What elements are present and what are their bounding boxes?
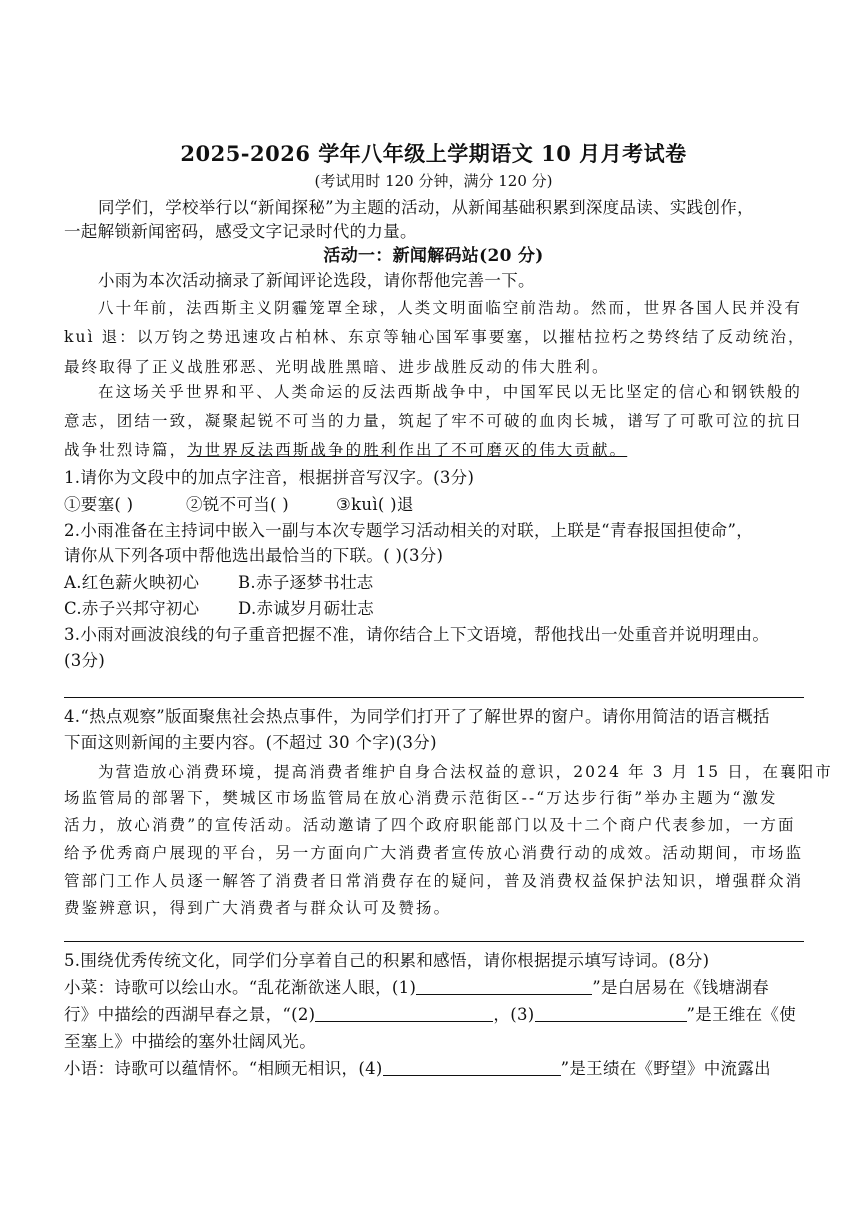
passage-line-5: 意志，团结一致，凝聚起锐不可当的力量，筑起了牢不可破的血肉长城，谱写了可歌可泣的抗日	[64, 412, 804, 430]
q5-line4-text-b: ”是王绩在《野望》中流露出	[560, 1059, 771, 1078]
q1-item-3: ③kuì( )退	[336, 495, 414, 514]
q5-line2-text-a: 行》中描绘的西湖早春之景，“(2)	[64, 1005, 316, 1024]
activity1-heading: 活动一：新闻解码站(20 分)	[323, 246, 544, 266]
question-5-line-4	[64, 1058, 804, 1080]
q5-line1-text-a: 小菜：诗歌可以绘山水。“乱花渐欲迷人眼，(1)	[64, 978, 417, 997]
q5-line4-text-a: 小语：诗歌可以蕴情怀。“相顾无相识，(4)	[64, 1059, 383, 1078]
question-2-line-1: 2.小雨准备在主持词中嵌入一副与本次专题学习活动相关的对联，上联是“青春报国担使命”，	[64, 521, 754, 540]
question-5-line-2	[64, 1004, 804, 1026]
intro-line-1: 同学们，学校举行以“新闻探秘”为主题的活动，从新闻基础积累到深度品读、实践创作，	[98, 198, 754, 217]
news-line-1: 为营造放心消费环境，提高消费者维护自身合法权益的意识，2024 年 3 月 15 日，在襄阳市	[98, 763, 833, 781]
blank-1[interactable]	[416, 980, 592, 995]
activity1-lead: 小雨为本次活动摘录了新闻评论选段，请你帮他完善一下。	[98, 271, 535, 290]
news-line-2: 场监管局的部署下，樊城区市场监管局在放心消费示范街区--“万达步行街”举办主题为“激发	[64, 789, 778, 807]
question-3-line-1: 3.小雨对画波浪线的句子重音把握不准，请你结合上下文语境，帮他找出一处重音并说明理由。	[64, 625, 770, 644]
q2-option-c: C.赤子兴邦守初心	[64, 599, 200, 618]
q1-item-1: ①要塞( )	[64, 495, 134, 514]
wavy-underlined-sentence: 为世界反法西斯战争的胜利作出了不可磨灭的伟大贡献。	[187, 441, 628, 459]
passage-line-3: 最终取得了正义战胜邪恶、光明战胜黑暗、进步战胜反动的伟大胜利。	[64, 358, 610, 376]
question-4-line-1: 4.“热点观察”版面聚焦社会热点事件，为同学们打开了了解世界的窗户。请你用简洁的语言概括	[64, 707, 770, 726]
q2-option-a: A.红色薪火映初心	[64, 573, 200, 592]
passage-line-1: 八十年前，法西斯主义阴霾笼罩全球，人类文明面临空前浩劫。然而，世界各国人民并没有	[98, 299, 803, 317]
intro-line-2: 一起解锁新闻密码，感受文字记录时代的力量。	[64, 222, 417, 241]
question-1-items	[64, 494, 804, 516]
answer-line-q3	[64, 697, 804, 698]
question-5-line-1	[64, 977, 804, 999]
question-1: 1.请你为文段中的加点字注音，根据拼音写汉字。(3分)	[64, 468, 475, 487]
question-2-line-2: 请你从下列各项中帮他选出最恰当的下联。( )(3分)	[64, 546, 444, 565]
q2-option-d: D.赤诚岁月砺壮志	[238, 599, 375, 618]
blank-4[interactable]	[383, 1061, 561, 1076]
question-5-prompt: 5.围绕优秀传统文化，同学们分享着自己的积累和感悟，请你根据提示填写诗词。(8分)	[64, 951, 710, 970]
q5-line2-text-c: ”是王维在《使	[686, 1005, 797, 1024]
passage-line-2: kuì 退：以万钧之势迅速攻占柏林、东京等轴心国军事要塞，以摧枯拉朽之势终结了反动统治，	[64, 328, 806, 346]
exam-subtitle: (考试用时 120 分钟，满分 120 分)	[314, 172, 553, 190]
news-line-6: 费鉴辨意识，得到广大消费者与群众认可及赞扬。	[64, 899, 452, 917]
exam-title: 2025-2026 学年八年级上学期语文 10 月月考试卷	[180, 141, 687, 166]
q1-item-2: ②锐不可当( )	[186, 495, 290, 514]
q2-option-b: B.赤子逐梦书壮志	[238, 573, 374, 592]
question-2-options-row-1	[64, 572, 804, 594]
news-line-4: 给予优秀商户展现的平台，另一方面向广大消费者宣传放心消费行动的成效。活动期间，市场监	[64, 844, 804, 862]
passage-line-6	[64, 439, 804, 461]
passage-line-6-text: 战争壮烈诗篇，	[64, 441, 188, 459]
blank-3[interactable]	[535, 1007, 687, 1022]
news-line-3: 活力，放心消费”的宣传活动。活动邀请了四个政府职能部门以及十二个商户代表参加，一方面	[64, 816, 796, 834]
q5-line2-text-b: ，(3)	[493, 1005, 535, 1024]
news-line-5: 管部门工作人员逐一解答了消费者日常消费存在的疑问，普及消费权益保护法知识，增强群众消	[64, 872, 804, 890]
question-5-line-3: 至塞上》中描绘的塞外壮阔风光。	[64, 1032, 316, 1051]
question-4-line-2: 下面这则新闻的主要内容。(不超过 30 个字)(3分)	[64, 733, 437, 752]
passage-line-4: 在这场关乎世界和平、人类命运的反法西斯战争中，中国军民以无比坚定的信心和钢铁般的	[98, 383, 803, 401]
q5-line1-text-b: ”是白居易在《钱塘湖春	[592, 978, 769, 997]
blank-2[interactable]	[315, 1007, 493, 1022]
question-3-line-2: (3分)	[64, 651, 106, 670]
answer-line-q4	[64, 941, 804, 942]
question-2-options-row-2	[64, 598, 804, 620]
